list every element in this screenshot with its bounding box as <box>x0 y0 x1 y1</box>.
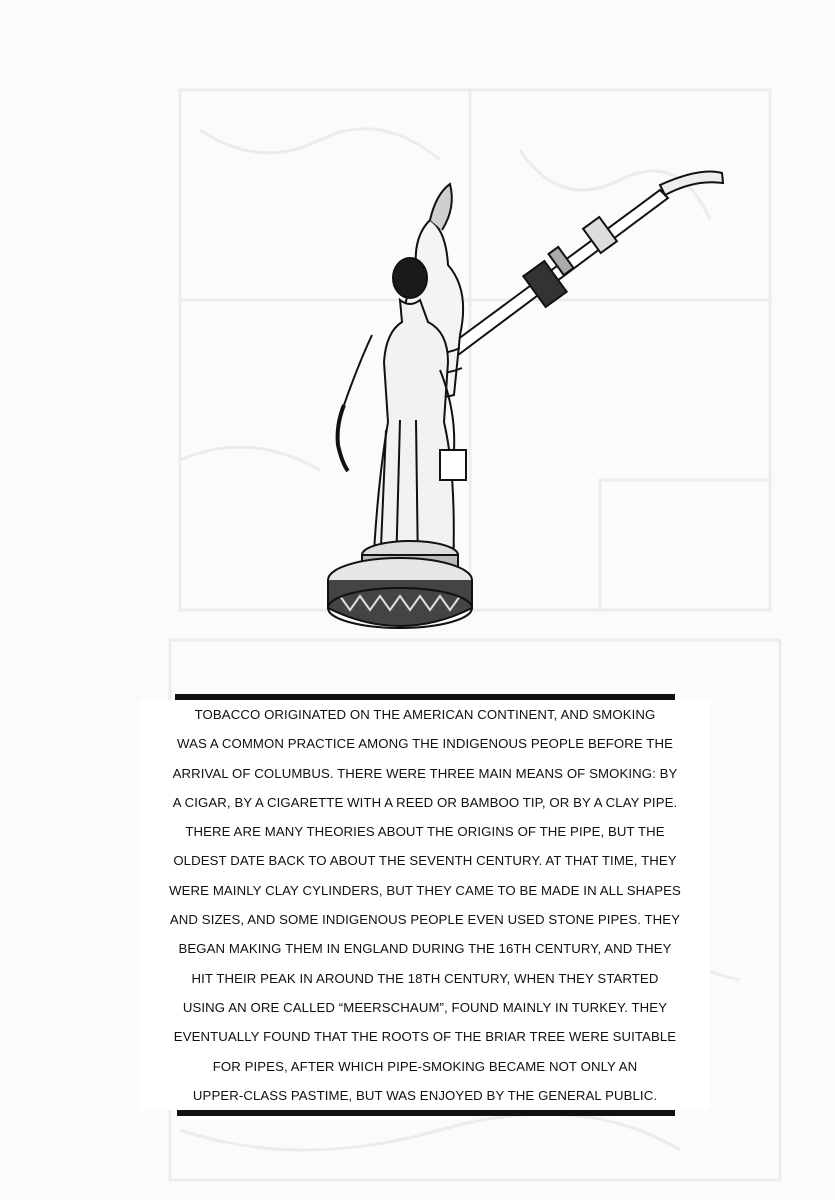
caption-line: WERE MAINLY CLAY CYLINDERS, BUT THEY CAME TO BE MADE IN ALL SHAPES <box>169 882 681 898</box>
caption-line: ARRIVAL OF COLUMBUS. THERE WERE THREE MAIN MEANS OF SMOKING: BY <box>172 765 678 781</box>
caption-line: UPPER-CLASS PASTIME, BUT WAS ENJOYED BY THE GENERAL PUBLIC. <box>192 1087 658 1103</box>
caption-line: A CIGAR, BY A CIGARETTE WITH A REED OR BAMBOO TIP, OR BY A CLAY PIPE. <box>172 794 678 810</box>
caption-line: EVENTUALLY FOUND THAT THE ROOTS OF THE BRIAR TREE WERE SUITABLE <box>173 1029 677 1045</box>
caption-line: THERE ARE MANY THEORIES ABOUT THE ORIGINS OF THE PIPE, BUT THE <box>185 824 665 840</box>
caption-line: WAS A COMMON PRACTICE AMONG THE INDIGENOUS PEOPLE BEFORE THE <box>177 736 673 752</box>
caption-line: FOR PIPES, AFTER WHICH PIPE-SMOKING BECAME NOT ONLY AN <box>212 1058 638 1074</box>
caption-box <box>140 700 710 1110</box>
caption-line: AND SIZES, AND SOME INDIGENOUS PEOPLE EVEN USED STONE PIPES. THEY <box>169 912 681 928</box>
caption-text <box>140 700 710 1110</box>
caption-line: HIT THEIR PEAK IN AROUND THE 18TH CENTURY, WHEN THEY STARTED <box>191 970 659 986</box>
bottom-divider-rule <box>177 1110 675 1116</box>
caption-line: TOBACCO ORIGINATED ON THE AMERICAN CONTINENT, AND SMOKING <box>194 707 656 722</box>
caption-line: OLDEST DATE BACK TO ABOUT THE SEVENTH CENTURY. AT THAT TIME, THEY <box>173 853 677 869</box>
caption-line: USING AN ORE CALLED “MEERSCHAUM”, FOUND MAINLY IN TURKEY. THEY <box>182 999 668 1015</box>
figurine-pipe-icon <box>300 160 740 640</box>
caption-line: BEGAN MAKING THEM IN ENGLAND DURING THE 16TH CENTURY, AND THEY <box>178 941 672 957</box>
